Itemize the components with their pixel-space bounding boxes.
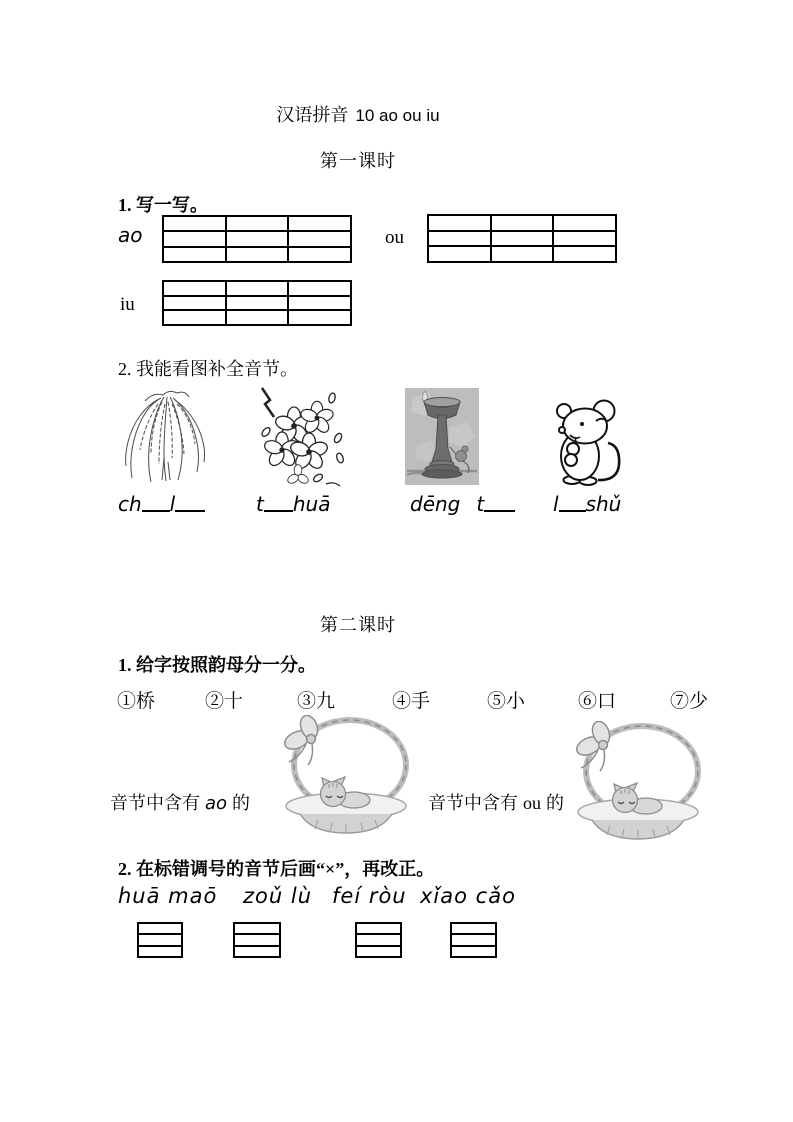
basket-left-label-vowel: ao (205, 793, 228, 814)
writing-grid-ao (162, 215, 352, 263)
char-item-1: ①桥 (117, 691, 156, 712)
page-title (0, 101, 716, 127)
syllable-part: l (169, 492, 176, 516)
bow-icon (574, 721, 613, 771)
fill-item-willow (118, 492, 205, 516)
basket-left-label-pre: 音节中含有 (110, 793, 200, 813)
willow-tree-image (115, 388, 215, 490)
kitten-basket-image-left (274, 715, 420, 835)
correction-grid-1 (137, 922, 183, 958)
syllable-part: t (256, 492, 264, 516)
answer-blank (559, 510, 586, 512)
char-item-7: ⑦少 (670, 691, 709, 712)
s1-q1-label: 1. 写一写。 (118, 195, 208, 215)
basket-right-label-vowel: ou (523, 793, 541, 813)
section1-heading: 第一课时 (320, 151, 396, 171)
pinyin-word-3: feí ròu (332, 884, 407, 908)
syllable-part: dēng (410, 492, 461, 516)
mouse-image (540, 398, 625, 486)
basket-right-label (428, 789, 564, 815)
pinyin-word-4: xǐao cǎo (420, 884, 516, 908)
char-item-5: ⑤小 (487, 691, 526, 712)
char-item-2: ②十 (205, 691, 244, 712)
pinyin-word-1: huā maō (118, 884, 218, 908)
grid-label-iu: iu (120, 294, 135, 315)
peach-blossoms-image (252, 386, 347, 490)
pinyin-word-2: zoǔ lù (243, 884, 312, 908)
syllable-part: l (553, 492, 559, 516)
lamp-stand-image (405, 388, 479, 485)
writing-grid-iu (162, 280, 352, 326)
correction-grid-2 (233, 922, 281, 958)
answer-blank (175, 510, 205, 512)
basket-right-label-pre: 音节中含有 (428, 793, 518, 813)
answer-blank (484, 510, 515, 512)
fill-item-mouse (553, 492, 621, 516)
page-title-zh: 汉语拼音 (276, 105, 349, 125)
answer-blank (142, 510, 170, 512)
writing-grid-ou (427, 214, 617, 263)
basket-left-label-post: 的 (232, 793, 251, 813)
grid-label-ou: ou (385, 227, 404, 248)
correction-grid-3 (355, 922, 402, 958)
page-title-latin: 10 ao ou iu (355, 106, 440, 125)
bow-icon (282, 715, 321, 765)
syllable-part: ch (118, 492, 142, 516)
s2-q2-label: 2. 在标错调号的音节后画“×”，再改正。 (118, 859, 435, 879)
section2-heading: 第二课时 (320, 615, 396, 635)
basket-left-label (110, 789, 250, 815)
basket-right-label-post: 的 (546, 793, 564, 813)
char-item-4: ④手 (392, 691, 431, 712)
s1-q2-label: 2. 我能看图补全音节。 (118, 359, 298, 379)
kitten-basket-image-right (566, 721, 712, 841)
char-item-3: ③九 (297, 691, 336, 712)
kitten-icon (613, 783, 663, 814)
syllable-part: shǔ (585, 492, 622, 516)
answer-blank (264, 510, 293, 512)
correction-grid-4 (450, 922, 497, 958)
kitten-icon (321, 777, 371, 808)
s2-q1-label: 1. 给字按照韵母分一分。 (118, 655, 316, 675)
char-item-6: ⑥口 (578, 691, 617, 712)
syllable-part: huā (292, 492, 331, 516)
fill-item-blossom (256, 492, 330, 516)
grid-label-ao: ao (118, 223, 143, 247)
syllable-part: t (476, 492, 485, 516)
fill-item-lamp (410, 492, 515, 516)
